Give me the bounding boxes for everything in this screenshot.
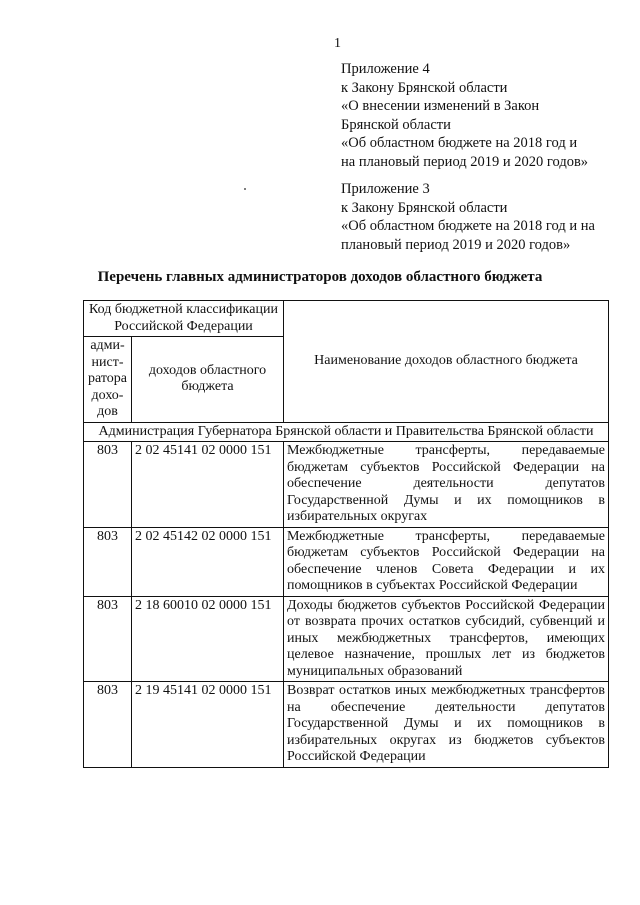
table-row [84,527,609,596]
annex-4-heading [341,60,588,171]
revenue-name-cell: Доходы бюджетов субъектов Российской Федерации от возврата прочих остатков субсидий, субвенций и иных межбюджетных трансфертов, имеющих целевое назначение, прошлых лет из бюджетов муниципальных образований [284,596,609,682]
annex-4-line: Приложение 4 [341,61,430,77]
budget-code-cell: 2 02 45142 02 0000 151 [132,527,284,596]
revenue-code-header: доходов областного бюджета [132,337,284,423]
annex-3-line: «Об областном бюджете на 2018 год и на [341,218,595,234]
annex-4-line: к Закону Брянской области [341,79,508,96]
annex-4-line: «Об областном бюджете на 2018 год и [341,135,578,151]
revenue-administrators-table [83,300,609,768]
annex-3-heading [341,180,595,254]
revenue-name-cell: Возврат остатков иных межбюджетных трансфертов на обеспечение деятельности депутатов Государственной Думы и их помощников в избирательных округах из бюджетов субъектов Российской Федерации [284,682,609,768]
revenue-name-header: Наименование доходов областного бюджета [284,301,609,423]
table-row [84,442,609,528]
scan-speck [244,188,246,190]
admin-code-cell: 803 [84,682,132,768]
annex-3-line: к Закону Брянской области [341,199,508,216]
budget-code-cell: 2 19 45141 02 0000 151 [132,682,284,768]
annex-4-line: «О внесении изменений в Закон [341,98,540,114]
admin-code-cell: 803 [84,596,132,682]
table-row [84,682,609,768]
section-title: Администрация Губернатора Брянской области и Правительства Брянской области [84,422,609,442]
section-row [84,422,609,442]
table-header-row [84,301,609,337]
annex-3-line: плановый период 2019 и 2020 годов» [341,236,571,253]
budget-code-cell: 2 18 60010 02 0000 151 [132,596,284,682]
annex-4-line: на плановый период 2019 и 2020 годов» [341,153,589,170]
kbk-group-header: Код бюджетной классификации Российской Федерации [84,301,284,337]
annex-4-line: Брянской области [341,116,451,133]
document-title: Перечень главных администраторов доходов областного бюджета [97,269,543,285]
admin-code-cell: 803 [84,442,132,528]
budget-code-cell: 2 02 45141 02 0000 151 [132,442,284,528]
table-row [84,596,609,682]
revenue-name-cell: Межбюджетные трансферты, передаваемые бюджетам субъектов Российской Федерации на обеспечение деятельности депутатов Государственной Думы и их помощников в избирательных округах [284,442,609,528]
revenue-name-cell: Межбюджетные трансферты, передаваемые бюджетам субъектов Российской Федерации на обеспечение членов Совета Федерации и их помощников в субъектах Российской Федерации [284,527,609,596]
admin-code-header: адми-нист-ратора дохо-дов [84,337,132,423]
annex-3-line: Приложение 3 [341,181,430,197]
admin-code-cell: 803 [84,527,132,596]
page-number: 1 [334,36,341,51]
